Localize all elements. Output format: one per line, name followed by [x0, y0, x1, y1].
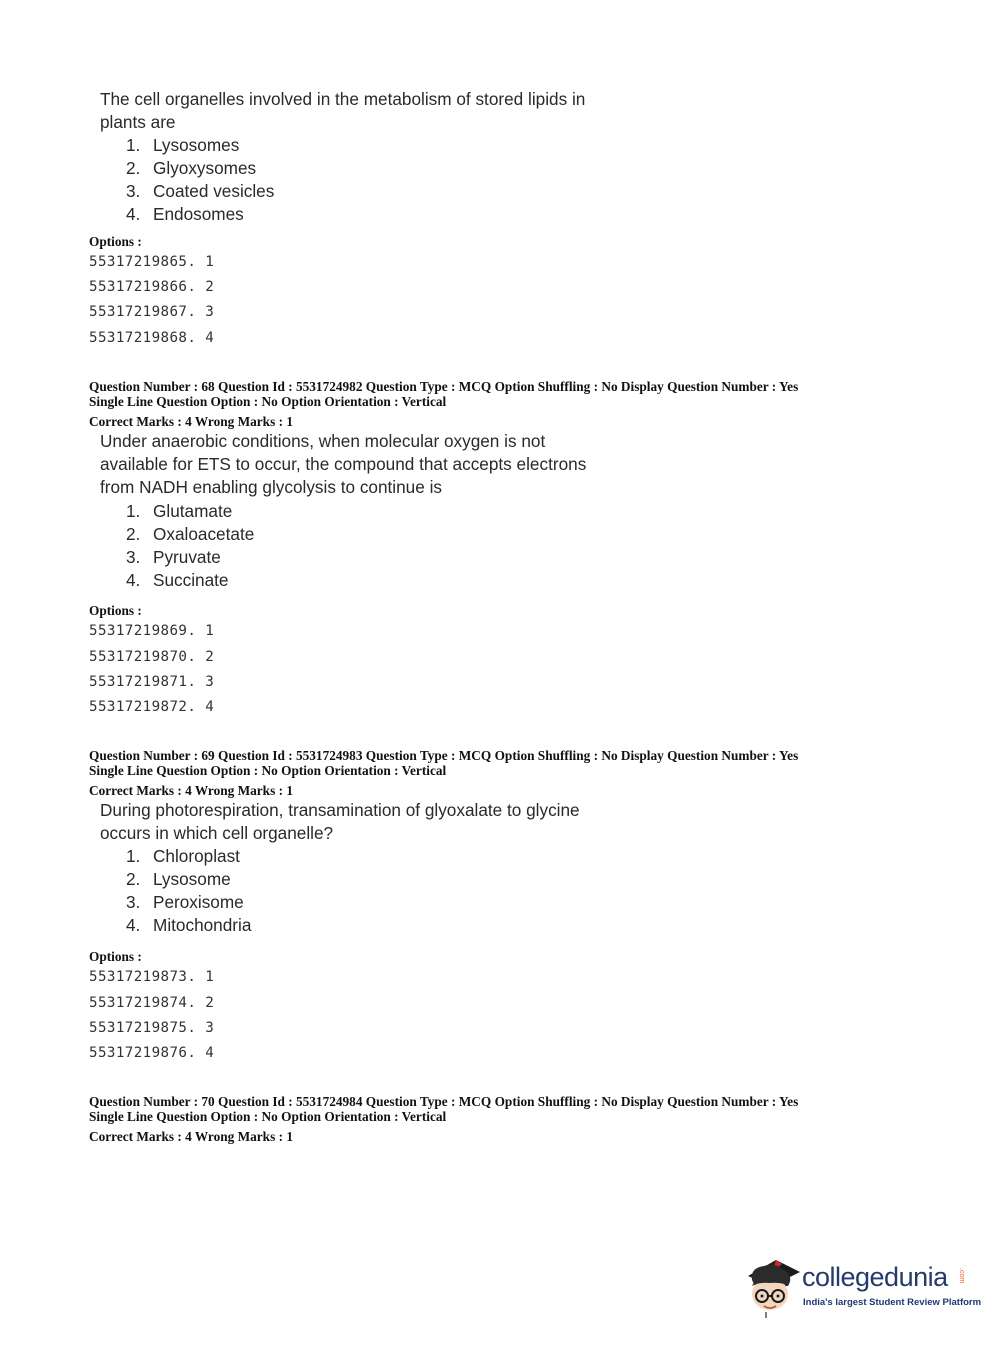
- question-text-line: plants are: [100, 112, 176, 132]
- brand-tagline: India's largest Student Review Platform: [803, 1297, 982, 1308]
- choice-label: Lysosome: [153, 869, 231, 889]
- question-marks: Correct Marks : 4 Wrong Marks : 1: [89, 783, 293, 798]
- choice-label: Peroxisome: [153, 892, 244, 912]
- choice-item: [126, 869, 231, 890]
- choice-number: 3.: [126, 181, 141, 201]
- question-text-line: available for ETS to occur, the compound that accepts electrons: [100, 454, 587, 474]
- choice-item: [126, 135, 239, 156]
- choice-item: [126, 892, 244, 913]
- choice-number: 1.: [126, 501, 141, 521]
- choice-number: 4.: [126, 204, 141, 224]
- choice-label: Lysosomes: [153, 135, 240, 155]
- choice-number: 1.: [126, 135, 141, 155]
- choice-number: 2.: [126, 158, 141, 178]
- choice-number: 3.: [126, 547, 141, 567]
- choice-label: Oxaloacetate: [153, 524, 255, 544]
- option-id: 55317219871. 3: [89, 674, 215, 690]
- brand-suffix: .com: [958, 1268, 965, 1284]
- choice-number: 4.: [126, 915, 141, 935]
- option-id: 55317219874. 2: [89, 995, 215, 1011]
- choice-label: Succinate: [153, 570, 229, 590]
- option-id: 55317219870. 2: [89, 649, 215, 665]
- brand-name: collegedunia: [802, 1262, 948, 1292]
- option-id: 55317219866. 2: [89, 279, 215, 295]
- choice-label: Chloroplast: [153, 846, 240, 866]
- question-meta-options: Single Line Question Option : No Option Orientation : Vertical: [89, 394, 447, 409]
- choice-item: [126, 204, 244, 225]
- choice-item: [126, 524, 254, 545]
- choice-number: 3.: [126, 892, 141, 912]
- choice-number: 2.: [126, 869, 141, 889]
- question-text-line: from NADH enabling glycolysis to continue is: [100, 477, 442, 497]
- options-heading: Options :: [89, 949, 142, 964]
- choice-label: Endosomes: [153, 204, 244, 224]
- choice-item: [126, 181, 274, 202]
- choice-label: Glutamate: [153, 501, 233, 521]
- option-id: 55317219869. 1: [89, 623, 215, 639]
- choice-number: 1.: [126, 846, 141, 866]
- question-text-line: Under anaerobic conditions, when molecular oxygen is not: [100, 431, 546, 451]
- choice-number: 4.: [126, 570, 141, 590]
- question-meta-options: Single Line Question Option : No Option Orientation : Vertical: [89, 1109, 447, 1124]
- choice-number: 2.: [126, 524, 141, 544]
- question-text-line: occurs in which cell organelle?: [100, 823, 334, 843]
- option-id: 55317219875. 3: [89, 1020, 215, 1036]
- choice-label: Pyruvate: [153, 547, 221, 567]
- choice-label: Coated vesicles: [153, 181, 275, 201]
- question-text-line: The cell organelles involved in the metabolism of stored lipids in: [100, 89, 586, 109]
- choice-item: [126, 158, 256, 179]
- choice-item: [126, 547, 221, 568]
- option-id: 55317219867. 3: [89, 304, 215, 320]
- choice-item: [126, 915, 251, 936]
- question-marks: Correct Marks : 4 Wrong Marks : 1: [89, 1129, 293, 1144]
- choice-item: [126, 570, 228, 591]
- choice-label: Glyoxysomes: [153, 158, 257, 178]
- choice-item: [126, 846, 240, 867]
- question-meta: Question Number : 68 Question Id : 5531724982 Question Type : MCQ Option Shuffling : No Display Question Number : Yes: [89, 379, 799, 394]
- options-heading: Options :: [89, 234, 142, 249]
- options-heading: Options :: [89, 603, 142, 618]
- option-id: 55317219868. 4: [89, 330, 215, 346]
- question-meta-options: Single Line Question Option : No Option Orientation : Vertical: [89, 763, 447, 778]
- choice-item: [126, 501, 232, 522]
- option-id: 55317219872. 4: [89, 699, 215, 715]
- question-text-line: During photorespiration, transamination of glyoxalate to glycine: [100, 800, 580, 820]
- option-id: 55317219865. 1: [89, 254, 215, 270]
- option-id: 55317219873. 1: [89, 969, 215, 985]
- option-id: 55317219876. 4: [89, 1045, 215, 1061]
- question-meta: Question Number : 70 Question Id : 5531724984 Question Type : MCQ Option Shuffling : No Display Question Number : Yes: [89, 1094, 799, 1109]
- question-meta: Question Number : 69 Question Id : 5531724983 Question Type : MCQ Option Shuffling : No Display Question Number : Yes: [89, 748, 799, 763]
- choice-label: Mitochondria: [153, 915, 252, 935]
- question-marks: Correct Marks : 4 Wrong Marks : 1: [89, 414, 293, 429]
